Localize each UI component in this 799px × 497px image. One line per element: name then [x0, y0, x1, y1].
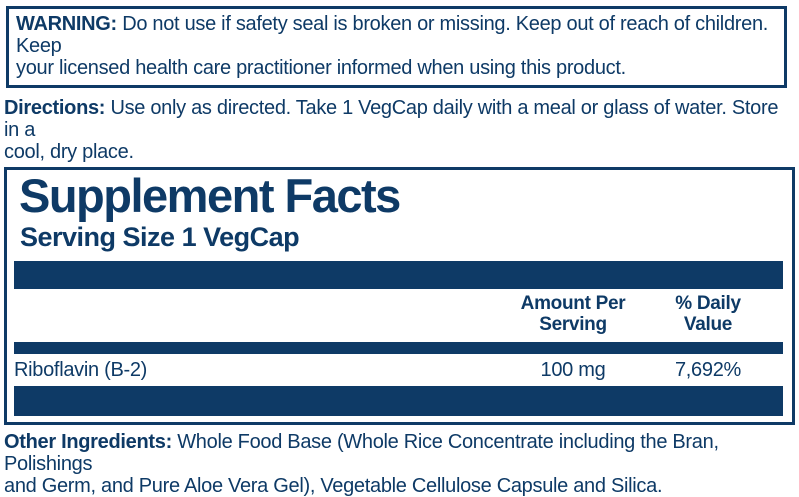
divider-bar-thick-top: [14, 261, 783, 289]
directions-text-line2: cool, dry place.: [4, 141, 134, 163]
divider-bar-thick-bottom: [14, 386, 783, 416]
header-daily-line1: % Daily: [675, 292, 741, 314]
warning-text-line1: Do not use if safety seal is broken or missing. Keep out of reach of children. Keep: [16, 13, 769, 57]
panel-title: Supplement Facts: [19, 169, 400, 222]
warning-box: [6, 6, 787, 88]
other-ingredients: [4, 431, 791, 497]
table-row: [14, 360, 783, 381]
nutrient-daily-value: 7,692%: [674, 359, 742, 382]
supplement-label: [0, 6, 799, 497]
header-amount-per-serving: [513, 293, 633, 336]
serving-size: Serving Size 1 VegCap: [20, 221, 300, 252]
nutrient-amount: 100 mg: [540, 359, 606, 382]
directions-label: Directions:: [4, 97, 106, 119]
header-spacer: [14, 293, 513, 336]
warning-label: WARNING:: [16, 13, 117, 35]
header-daily-line2: Value: [683, 314, 733, 336]
table-header-row: [14, 293, 783, 336]
header-amount-line2: Serving: [539, 314, 607, 336]
header-daily-value: [633, 293, 783, 336]
nutrient-name: Riboflavin (B-2): [14, 359, 148, 382]
directions-text-line1: Use only as directed. Take 1 VegCap daily with a meal or glass of water. Store in a: [4, 97, 779, 141]
supplement-facts-panel: [4, 167, 795, 425]
other-ingredients-line2: and Germ, and Pure Aloe Vera Gel), Vegetable Cellulose Capsule and Silica.: [4, 475, 663, 497]
other-ingredients-line1: Whole Food Base (Whole Rice Concentrate including the Bran, Polishings: [4, 431, 719, 476]
directions: [4, 97, 791, 163]
divider-bar-thin: [14, 342, 783, 354]
other-ingredients-label: Other Ingredients:: [4, 431, 172, 454]
header-amount-line1: Amount Per: [520, 292, 626, 314]
warning-text-line2: your licensed health care practitioner informed when using this product.: [16, 57, 626, 79]
